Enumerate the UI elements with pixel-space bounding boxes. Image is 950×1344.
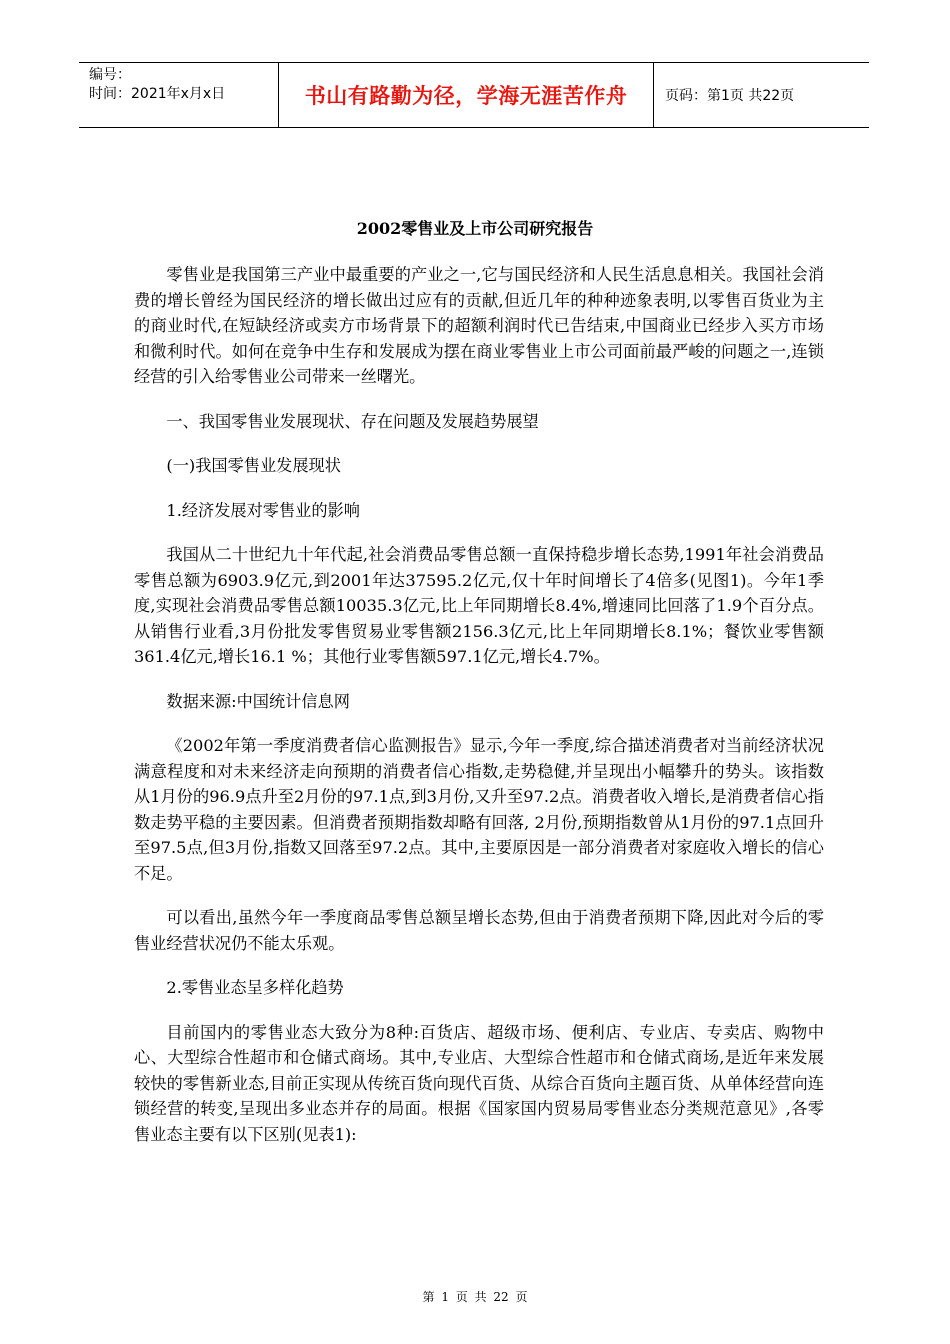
subsubsection-heading-2: 2.零售业态呈多样化趋势 [166, 978, 344, 997]
subsubsection-heading-1: 1.经济发展对零售业的影响 [166, 500, 360, 520]
document-body [134, 262, 824, 1166]
document-time-label: 时间：2021年x月x日 [89, 86, 226, 102]
header-page-info: 页码：第1页 共22页 [665, 88, 795, 104]
document-number-label: 编号： [89, 67, 131, 83]
paragraph-retail-formats: 目前国内的零售业态大致分为8种:百货店、超级市场、便利店、专业店、专卖店、购物中心、大型综合性超市和仓储式商场。其中,专业店、大型综合性超市和仓储式商场,是近年来发展较快的零售新业态,目前正实现从传统百货向现代百货、从综合百货向主题百货、从单体经营向连锁经营的转变,呈现出多业态并存的局面。根据《国家国内贸易局零售业态分类规范意见》,各零售业态主要有以下区别(见表1): [134, 1022, 824, 1144]
page-header [79, 62, 869, 128]
paragraph-outlook: 可以看出,虽然今年一季度商品零售总额呈增长态势,但由于消费者预期下降,因此对今后的零售业经营状况仍不能太乐观。 [134, 908, 824, 953]
section-heading-1: 一、我国零售业发展现状、存在问题及发展趋势展望 [166, 411, 539, 431]
data-source-note: 数据来源:中国统计信息网 [166, 691, 350, 711]
page-footer: 第 1 页 共 22 页 [422, 1290, 528, 1304]
paragraph-economy: 我国从二十世纪九十年代起,社会消费品零售总额一直保持稳步增长态势,1991年社会消费品零售总额为6903.9亿元,到2001年达37595.2亿元,仅十年时间增长了4倍多(见图1)。今年1季度,实现社会消费品零售总额10035.3亿元,比上年同期增长8.4%,增速同比回落了1.9个百分点。从销售行业看,3月份批发零售贸易业零售额2156.3亿元,比上年同期增长8.1%；餐饮业零售额361.4亿元,增长16.1 %；其他行业零售额597.1亿元,增长4.7%。 [134, 545, 824, 666]
header-motto: 书山有路勤为径，学海无涯苦作舟 [279, 63, 654, 127]
header-meta [79, 63, 279, 127]
document-title: 2002零售业及上市公司研究报告 [356, 219, 594, 238]
paragraph-intro: 零售业是我国第三产业中最重要的产业之一,它与国民经济和人民生活息息相关。我国社会消费的增长曾经为国民经济的增长做出过应有的贡献,但近几年的种种迹象表明,以零售百货业为主的商业时代,在短缺经济或卖方市场背景下的超额利润时代已告结束,中国商业已经步入买方市场和微利时代。如何在竞争中生存和发展成为摆在商业零售业上市公司面前最严峻的问题之一,连锁经营的引入给零售业公司带来一丝曙光。 [134, 265, 824, 386]
paragraph-consumer-confidence: 《2002年第一季度消费者信心监测报告》显示,今年一季度,综合描述消费者对当前经济状况满意程度和对未来经济走向预期的消费者信心指数,走势稳健,并呈现出小幅攀升的势头。该指数从1月份的96.9点升至2月份的97.1点,到3月份,又升至97.2点。消费者收入增长,是消费者信心指数走势平稳的主要因素。但消费者预期指数却略有回落, 2月份,预期指数曾从1月份的97.1点回升至97.5点,但3月份,指数又回落至97.2点。其中,主要原因是一部分消费者对家庭收入增长的信心不足。 [134, 736, 824, 883]
subsection-heading-1: (一)我国零售业发展现状 [166, 456, 341, 475]
